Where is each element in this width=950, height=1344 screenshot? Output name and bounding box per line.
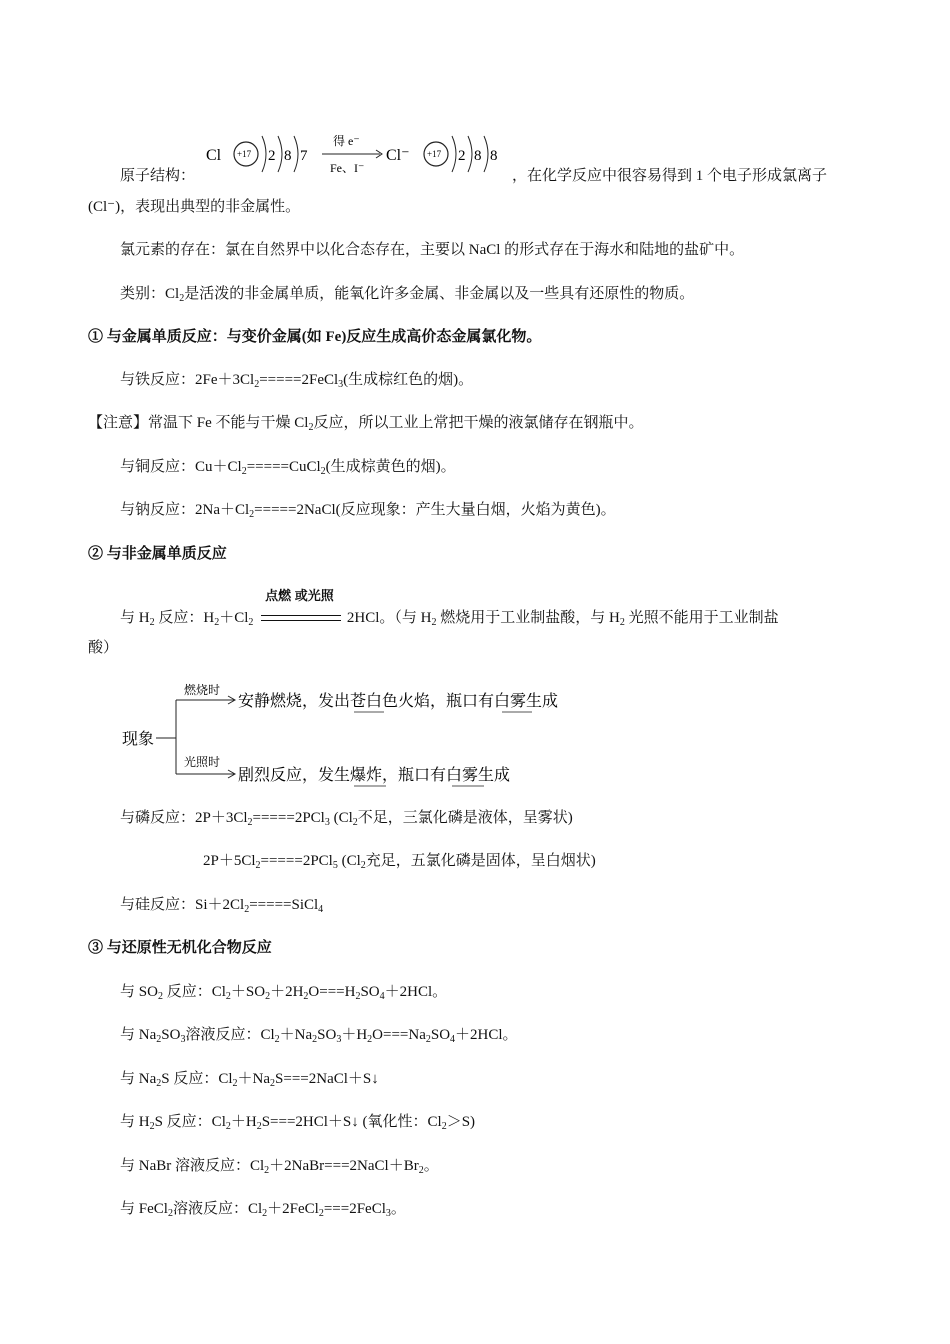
reaction-cu: 与铜反应：$Cu+Cl_2=====CuCl_2$(生成棕黄色的烟)。: [120, 459, 456, 477]
category-paragraph: 类别：$Cl_2$是活泼的非金属单质，能氧化许多金属、非金属以及一些具有还原性的物质。: [120, 286, 695, 304]
reaction-p-insufficient: 与磷反应：$2P+3Cl_2=====2PCl_3$ ($Cl_2$不足，三氯化磷是液体，呈雾状): [120, 810, 573, 828]
shell-arc: [452, 136, 456, 172]
phenomenon-diagram: [118, 678, 598, 788]
reaction-so2: 与 $SO_2$ 反应：$Cl_2+SO_2+2H_2O===H_2SO_4+2HCl$。: [120, 984, 448, 1002]
section3-heading: ③ 与还原性无机化合物反应: [88, 940, 272, 956]
reaction-h2: 与 $H_2$ 反应：$H_2+Cl_2$ 点燃 或光照 2HCl。（与 $H_2$ 燃烧用于工业制盐酸，与 $H_2$ 光照不能用于工业制盐: [120, 588, 779, 628]
branch2-text: 剧烈反应，发生爆炸，瓶口有白雾生成: [238, 767, 511, 784]
reaction-h2s: 与 $H_2S$ 反应：$Cl_2+H_2S===2HCl+S↓$ (氧化性：$Cl_2>S$): [120, 1114, 476, 1132]
arrow-condition-top: 得 e⁻: [333, 134, 360, 148]
atom-structure-label: 原子结构：: [120, 168, 196, 184]
section1-heading: ① 与金属单质反应：与变价金属(如 Fe)反应生成高价态金属氯化物。: [88, 329, 542, 345]
branch1-label: 燃烧时: [184, 683, 221, 697]
reaction-si: 与硅反应：$Si+2Cl_2=====SiCl_4$: [120, 897, 324, 915]
shell-arc: [294, 136, 298, 172]
shell-arc: [484, 136, 488, 172]
shell-arc: [262, 136, 266, 172]
cl-symbol: Cl: [206, 147, 222, 164]
shell-arc: [278, 136, 282, 172]
reaction-fecl2: 与 FeCl$_2$溶液反应：$Cl_2+2FeCl_2===2FeCl_3$。: [120, 1201, 406, 1219]
atom-structure-text-line2: (Cl⁻)，表现出典型的非金属性。: [88, 199, 301, 215]
cl-ion-symbol: Cl⁻: [386, 147, 410, 164]
arrow-condition-bottom: Fe、I⁻: [330, 161, 365, 175]
nucleus-charge: +17: [237, 149, 252, 159]
reaction-na: 与钠反应：$2Na+Cl_2=====2NaCl$(反应现象：产生大量白烟，火焰为黄色)。: [120, 502, 616, 520]
reaction-p-sufficient: $2P+5Cl_2=====2PCl_5$ ($Cl_2$充足，五氯化磷是固体，呈白烟状): [203, 853, 596, 871]
section2-heading: ② 与非金属单质反应: [88, 546, 227, 562]
reaction-h2-line2: 酸）: [88, 640, 119, 656]
atom-structure-text: ，在化学反应中很容易得到 1 个电子形成氯离子: [512, 168, 828, 184]
reaction-nabr: 与 NaBr 溶液反应：$Cl_2+2NaBr===2NaCl+Br_2$。: [120, 1158, 439, 1176]
ion-nucleus-charge: +17: [427, 149, 442, 159]
shell-electrons: 8: [474, 148, 482, 164]
reaction-fe: 与铁反应：$2Fe+3Cl_2=====2FeCl_3$(生成棕红色的烟)。: [120, 372, 474, 390]
shell-electrons: 7: [300, 148, 308, 164]
shell-electrons: 8: [490, 148, 498, 164]
branch1-text: 安静燃烧，发出苍白色火焰，瓶口有白雾生成: [238, 693, 559, 710]
shell-electrons: 8: [284, 148, 292, 164]
reaction-na2s: 与 $Na_2S$ 反应：$Cl_2+Na_2S===2NaCl+S↓$: [120, 1071, 379, 1089]
branch2-label: 光照时: [184, 755, 221, 769]
atom-structure-diagram: [200, 128, 510, 180]
reaction-condition: 点燃 或光照: [265, 588, 334, 603]
existence-paragraph: 氯元素的存在：氯在自然界中以化合态存在，主要以 NaCl 的形式存在于海水和陆地的盐矿中。: [120, 242, 745, 258]
note-paragraph: 【注意】常温下 Fe 不能与干燥 $Cl_2$反应，所以工业上常把干燥的液氯储存在钢瓶中。: [88, 415, 644, 433]
shell-electrons: 2: [458, 148, 466, 164]
phenomenon-label: 现象: [122, 731, 155, 748]
condition-equals-sign: [261, 588, 343, 628]
shell-arc: [468, 136, 472, 172]
reaction-na2so3: 与 $Na_2SO_3$溶液反应：$Cl_2+Na_2SO_3+H_2O===Na_2SO_4+2HCl$。: [120, 1027, 518, 1045]
shell-electrons: 2: [268, 148, 276, 164]
